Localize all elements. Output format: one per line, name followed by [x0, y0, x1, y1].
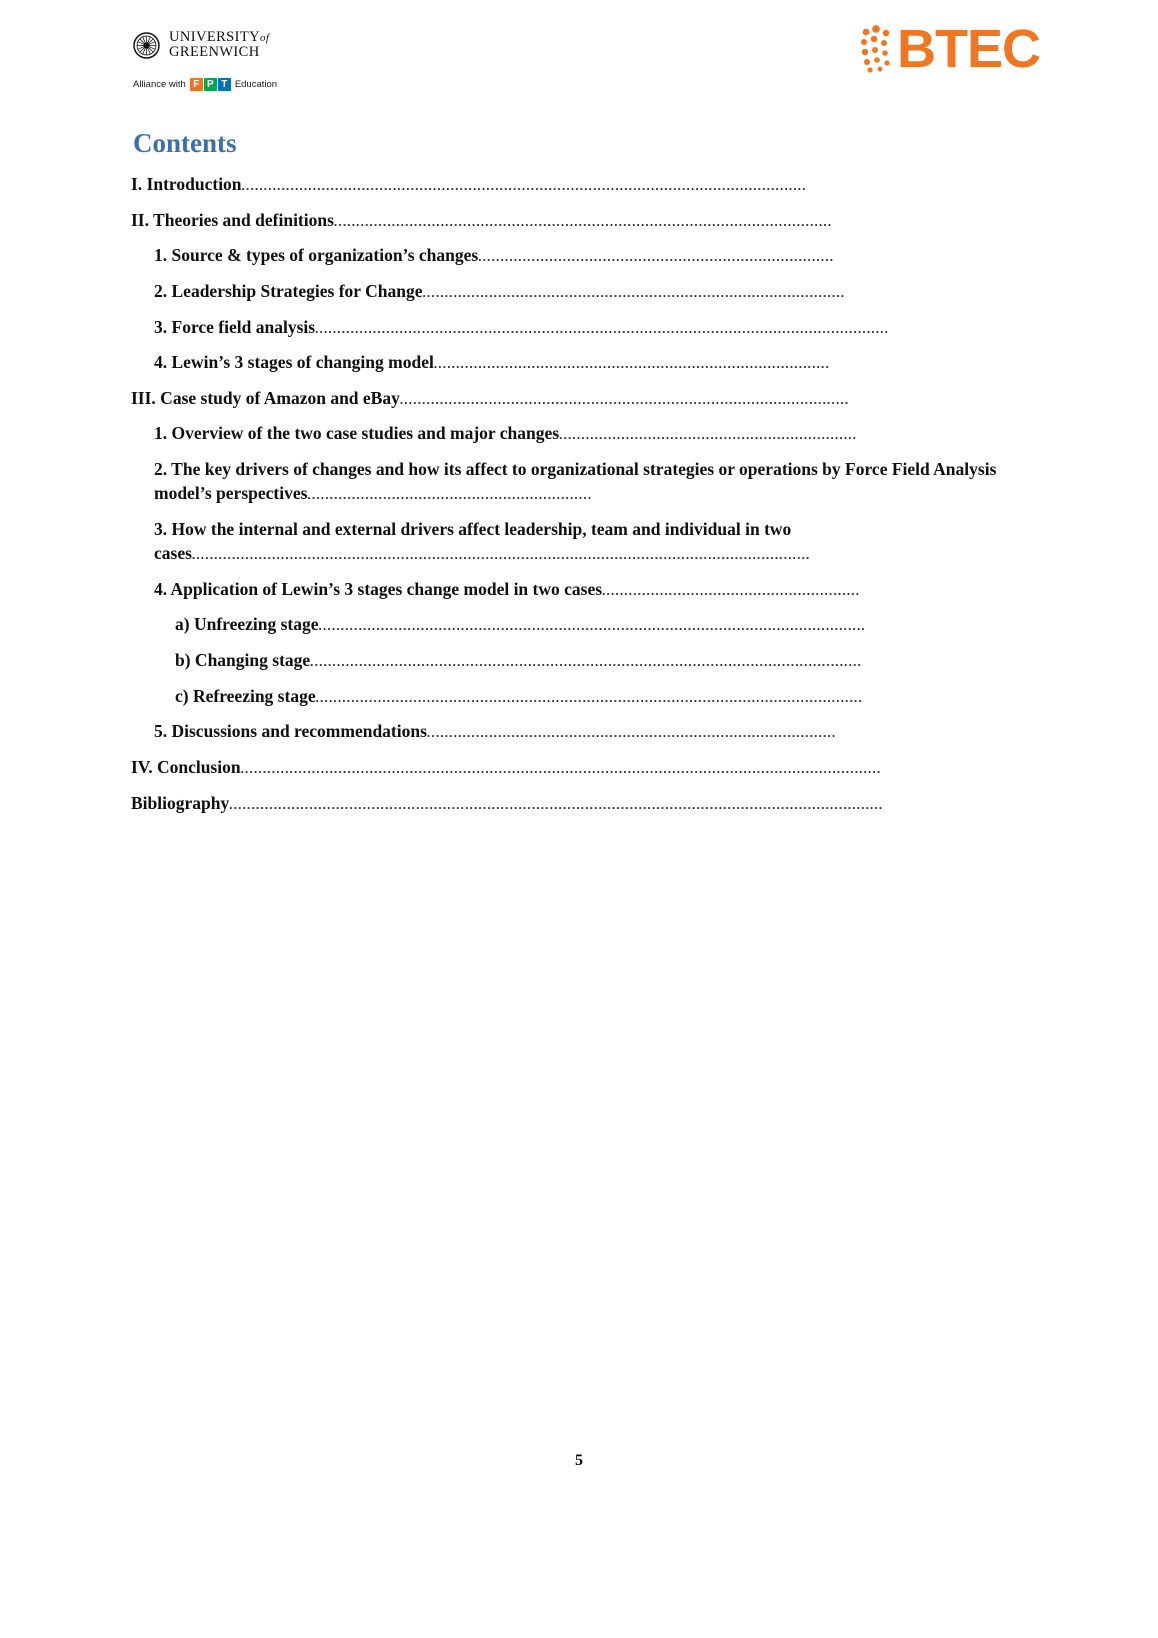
toc-item-leadership-strategies-for-change[interactable] [131, 279, 1023, 303]
toc-item-bibliography[interactable] [131, 791, 1023, 815]
toc-leader: ............................................................................................................................ [310, 653, 862, 669]
fpt-letter-t: T [218, 78, 231, 91]
toc-item-label: 1. Source & types of organization’s changes [154, 245, 479, 266]
toc-item-unfreezing-stage[interactable] [131, 612, 1023, 636]
toc-leader: ................................................................ [307, 487, 593, 503]
toc-leader: ................................................................................ [478, 249, 835, 265]
toc-item-key-drivers-of-changes[interactable] [131, 457, 1023, 505]
toc-leader: ......................................................................................... [433, 356, 830, 372]
toc-item-label: b) Changing stage [175, 649, 311, 670]
fpt-letter-p: P [204, 78, 217, 91]
btec-logo [859, 19, 1040, 79]
toc-item-conclusion[interactable] [131, 755, 1023, 779]
toc-leader: ................................................................................................................................................ [240, 760, 882, 776]
toc-leader: ................................................................................................................................. [315, 320, 890, 336]
toc-item-changing-stage[interactable] [131, 648, 1023, 672]
toc-item-label: III. Case study of Amazon and eBay [131, 387, 400, 408]
toc-item-label: 2. Leadership Strategies for Change [154, 280, 423, 301]
toc-item-case-study-amazon-ebay[interactable] [131, 386, 1023, 410]
toc-leader: ..................................................................................................... [399, 391, 850, 407]
toc-item-theories-and-definitions[interactable] [131, 208, 1023, 232]
greenwich-seal-icon [133, 32, 160, 59]
btec-wordmark: BTEC [897, 19, 1040, 79]
university-of: of [260, 32, 270, 44]
university-line2: GREENWICH [169, 44, 260, 61]
toc-item-label: 4. Lewin’s 3 stages of changing model [154, 352, 434, 373]
toc-item-overview-of-two-case-studies[interactable] [131, 421, 1023, 445]
btec-dots-icon [859, 23, 895, 75]
toc-item-label: 3. Force field analysis [154, 316, 316, 337]
toc-item-label: 5. Discussions and recommendations [154, 721, 427, 742]
toc-item-label: 2. The key drivers of changes and how its affect to organizational strategies or operations by Force Field Analysis model’s perspectives [154, 459, 997, 504]
alliance-suffix: Education [234, 79, 278, 90]
toc-item-force-field-analysis[interactable] [131, 315, 1023, 339]
toc-item-label: a) Unfreezing stage [175, 614, 319, 635]
toc-leader: ............................................................................................................................... [241, 178, 807, 193]
toc-item-label: Bibliography [131, 792, 230, 813]
toc-leader: ........................................................................................................................................... [191, 547, 811, 563]
toc-item-lewins-3-stages-of-changing-model[interactable] [131, 350, 1023, 374]
toc-item-discussions-and-recommendations[interactable] [131, 719, 1023, 743]
toc-leader: ................................................................................................................ [333, 213, 833, 229]
toc-leader: ........................................................................................................................... [315, 689, 863, 705]
toc-item-label: c) Refreezing stage [175, 685, 316, 706]
toc-item-label: II. Theories and definitions [131, 209, 334, 230]
alliance-with-fpt-education [133, 78, 277, 91]
toc-item-label: I. Introduction [131, 174, 242, 194]
page-header [0, 18, 1158, 108]
toc-leader: ........................................................................................................................... [318, 618, 866, 634]
toc-item-application-of-lewins-model[interactable] [131, 577, 1023, 601]
toc-leader: ................................................................................................................................................... [229, 796, 884, 812]
alliance-prefix: Alliance with [133, 79, 186, 90]
fpt-letter-f: F [190, 78, 203, 91]
toc-item-label: 3. How the internal and external drivers affect leadership, team and individual in two cases [154, 518, 792, 564]
toc-item-source-types-of-changes[interactable] [131, 243, 1023, 267]
toc-item-label: 4. Application of Lewin’s 3 stages change model in two cases [154, 578, 603, 599]
page-number: 5 [575, 1452, 583, 1469]
toc-item-introduction[interactable] [131, 172, 1023, 196]
fpt-logo-icon [190, 78, 231, 91]
table-of-contents [131, 172, 1023, 826]
toc-leader: ................................................................... [559, 427, 858, 443]
toc-item-internal-external-drivers[interactable] [131, 517, 1023, 565]
toc-item-refreezing-stage[interactable] [131, 684, 1023, 708]
toc-leader: ............................................................................................... [422, 284, 846, 300]
toc-item-label: 1. Overview of the two case studies and major changes [154, 423, 560, 444]
university-of-greenwich-logo [133, 30, 269, 60]
toc-item-label: IV. Conclusion [131, 756, 241, 777]
toc-leader: .......................................................... [602, 582, 861, 598]
toc-leader: ............................................................................................ [426, 725, 837, 741]
university-line1: UNIVERSITY [169, 29, 260, 45]
contents-heading: Contents [133, 128, 237, 158]
